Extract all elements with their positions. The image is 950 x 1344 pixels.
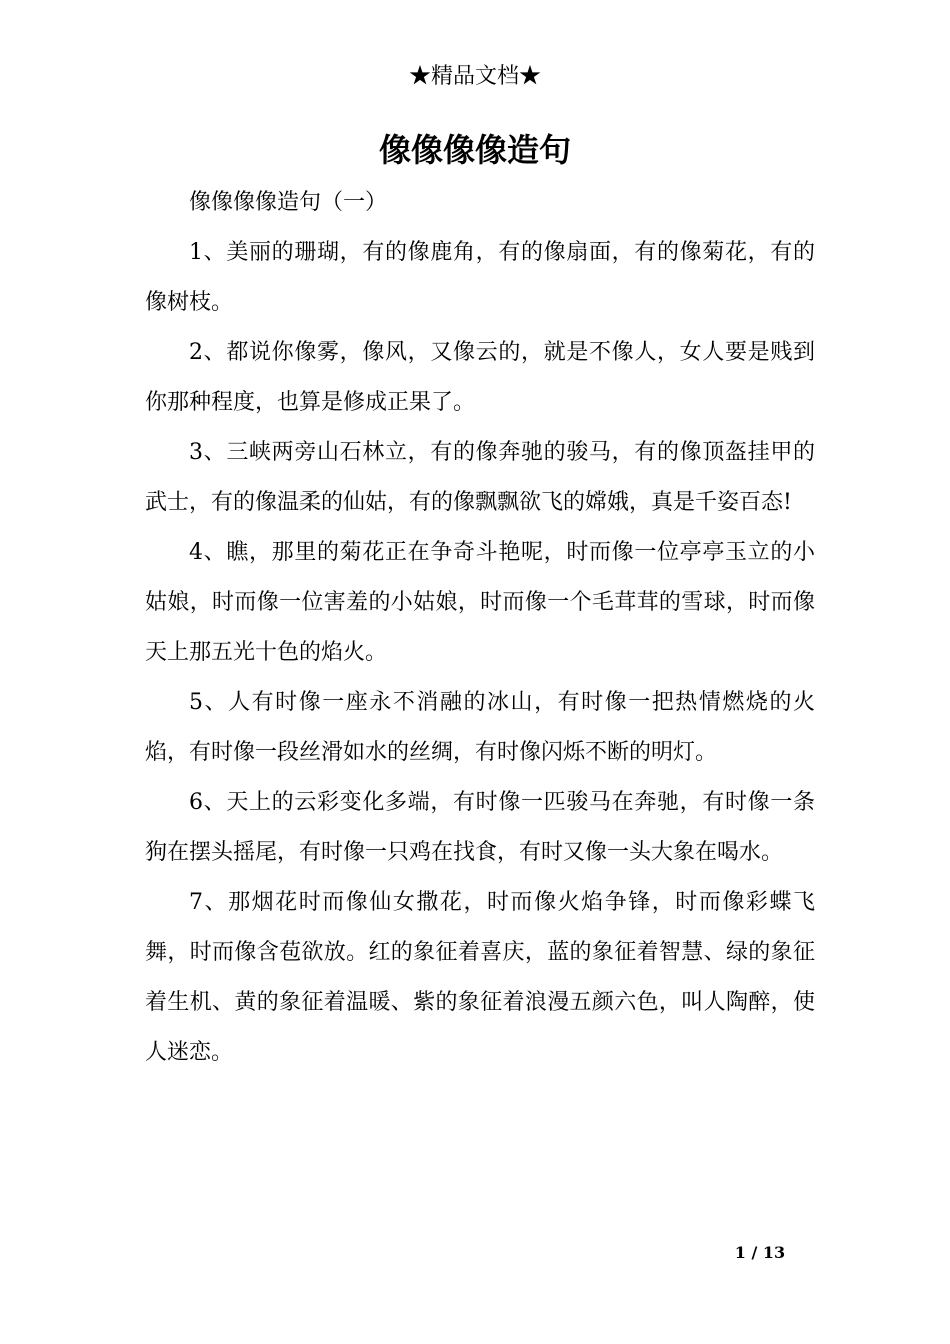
- paragraph-4: 4、瞧，那里的菊花正在争奇斗艳呢，时而像一位亭亭玉立的小姑娘，时而像一位害羞的小姑娘，时而像一个毛茸茸的雪球，时而像天上那五光十色的焰火。: [145, 540, 815, 665]
- paragraph-2: 2、都说你像雾，像风，又像云的，就是不像人，女人要是贱到你那种程度，也算是修成正果了。: [145, 340, 815, 415]
- page-header: ★精品文档★: [408, 64, 541, 89]
- paragraph-3: 3、三峡两旁山石林立，有的像奔驰的骏马，有的像顶盔挂甲的武士，有的像温柔的仙姑，有的像飘飘欲飞的嫦娥，真是千姿百态!: [145, 440, 815, 515]
- paragraph-6: 6、天上的云彩变化多端，有时像一匹骏马在奔驰，有时像一条狗在摆头摇尾，有时像一只鸡在找食，有时又像一头大象在喝水。: [145, 790, 815, 865]
- page-number: 1 / 13: [734, 1243, 786, 1262]
- document-title: 像像像像造句: [378, 131, 571, 169]
- document-body: [145, 178, 815, 1078]
- section-heading: 像像像像造句（一）: [189, 190, 388, 215]
- paragraph-1: 1、美丽的珊瑚，有的像鹿角，有的像扇面，有的像菊花，有的像树枝。: [145, 240, 815, 315]
- paragraph-5: 5、人有时像一座永不消融的冰山，有时像一把热情燃烧的火焰，有时像一段丝滑如水的丝绸，有时像闪烁不断的明灯。: [145, 690, 815, 765]
- paragraph-7: 7、那烟花时而像仙女撒花，时而像火焰争锋，时而像彩蝶飞舞，时而像含苞欲放。红的象征着喜庆，蓝的象征着智慧、绿的象征着生机、黄的象征着温暖、紫的象征着浪漫五颜六色，叫人陶醉，使人迷恋。: [145, 890, 815, 1065]
